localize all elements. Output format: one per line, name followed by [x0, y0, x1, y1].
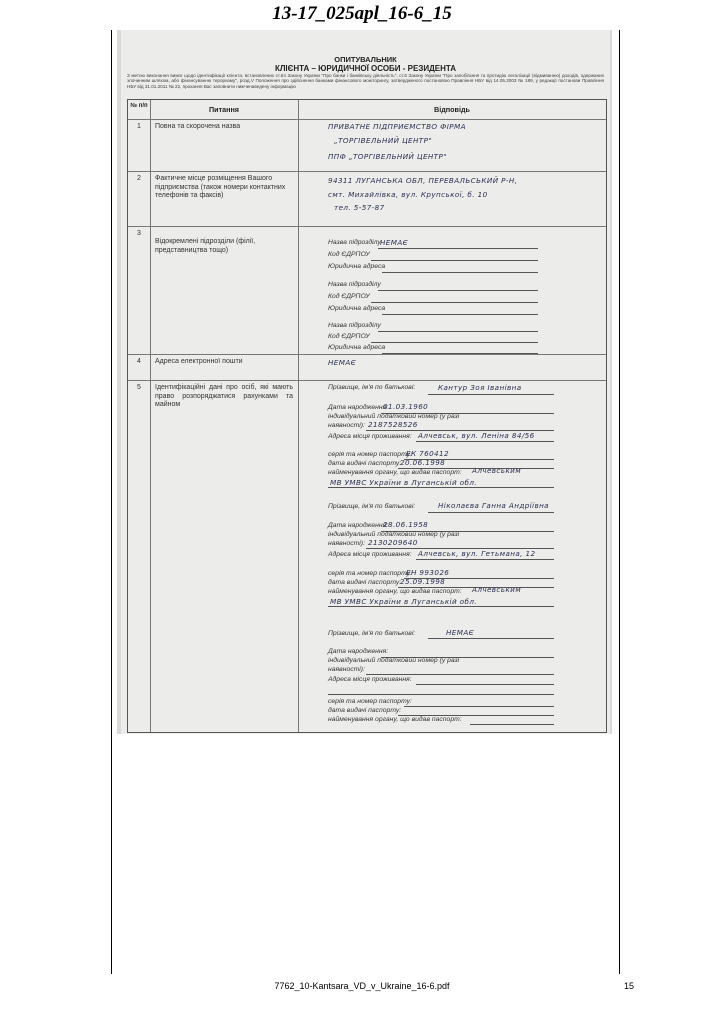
row-question: Відокремлені підрозділи (філії, представництва тощо) [155, 238, 256, 254]
field-underline [371, 302, 538, 303]
field-underline [328, 606, 554, 607]
row-number: 4 [137, 358, 141, 365]
issued-date-label: дата видачі паспорту: [328, 579, 402, 586]
row-divider [128, 380, 606, 381]
handwritten-answer: Алчевським [472, 466, 522, 475]
person-name-label: Прізвище, ім'я по батькові: [328, 384, 416, 391]
row-number: 5 [137, 384, 141, 391]
form-title: ОПИТУВАЛЬНИК [334, 55, 397, 64]
field-underline [378, 331, 538, 332]
field-underline [382, 272, 538, 273]
handwritten-answer: 25.09.1998 [400, 577, 446, 586]
form-sheet [121, 30, 610, 734]
handwritten-answer: 2187528526 [368, 420, 418, 429]
handwritten-answer: 2130209640 [368, 538, 418, 547]
page-number: 15 [624, 981, 635, 991]
row-number: 3 [137, 230, 141, 237]
tax-label-cont: наявності): [328, 540, 365, 547]
tax-label: індивідуальний податковий номер (у разі [328, 531, 460, 538]
person-name-label: Прізвище, ім'я по батькові: [328, 503, 416, 510]
header-answer: Відповідь [434, 105, 470, 114]
handwritten-answer: смт. Михайлівка, вул. Крупської, б. 10 [328, 190, 488, 199]
row-question: Адреса електронної пошти [155, 358, 243, 365]
field-underline [428, 512, 554, 513]
row-number: 1 [137, 123, 141, 130]
tax-label: індивідуальний податковий номер (у разі [328, 413, 460, 420]
col-divider-num [150, 100, 151, 732]
field-underline [404, 706, 554, 707]
handwritten-answer: 01.03.1960 [383, 402, 429, 411]
tax-label: індивідуальний податковий номер (у разі [328, 657, 460, 664]
row-question: Повна та скорочена назва [155, 123, 241, 130]
handwritten-answer: МВ УМВС України в Луганській обл. [330, 597, 478, 606]
row-question: Фактичне місце розміщення Вашого підприємства (також номери контактних телефонів та факсів) [155, 175, 286, 199]
dob-label: Дата народження: [328, 404, 389, 411]
field-underline [378, 290, 538, 291]
branch-code-label: Код ЄДРПОУ [328, 251, 370, 258]
footer-filename: 7762_10-Kantsara_VD_v_Ukraine_16-6.pdf [274, 981, 450, 991]
row-divider [128, 171, 606, 172]
address-label: Адреса місця проживання: [328, 676, 412, 683]
left-margin-rule [111, 30, 112, 974]
passport-label: серія та номер паспорту: [328, 451, 412, 458]
handwritten-answer: ПРИВАТНЕ ПІДПРИЄМСТВО ФІРМА [328, 122, 466, 131]
handwritten-answer: „ТОРГІВЕЛЬНИЙ ЦЕНТР" [334, 136, 433, 145]
address-label: Адреса місця проживання: [328, 551, 412, 558]
field-underline [378, 248, 538, 249]
passport-label: серія та номер паспорту: [328, 570, 412, 577]
handwritten-answer: Алчевськ, вул. Гетьмана, 12 [418, 549, 536, 558]
branch-name-label: Назва підрозділу [328, 281, 381, 288]
row-number: 2 [137, 175, 141, 182]
handwritten-answer: 20.06.1998 [400, 458, 446, 467]
branch-code-label: Код ЄДРПОУ [328, 333, 370, 340]
branch-name-label: Назва підрозділу [328, 322, 381, 329]
scanned-form-image [117, 30, 612, 734]
branch-name-label: Назва підрозділу [328, 239, 381, 246]
field-underline [428, 638, 554, 639]
field-underline [371, 342, 538, 343]
branch-address-label: Юридична адреса [328, 344, 386, 351]
branch-code-label: Код ЄДРПОУ [328, 293, 370, 300]
handwritten-answer: ЕН 993026 [406, 568, 450, 577]
field-underline [416, 684, 554, 685]
col-divider-question [298, 100, 299, 732]
handwritten-answer: НЕМАЄ [380, 238, 409, 247]
handwritten-answer: ППФ „ТОРГІВЕЛЬНИЙ ЦЕНТР" [328, 152, 447, 161]
handwritten-answer: Ніколаєва Ганна Андріївна [438, 501, 549, 510]
handwritten-answer: Алчевськ, вул. Леніна 84/56 [418, 431, 535, 440]
handwritten-answer: НЕМАЄ [446, 628, 475, 637]
header-question: Питання [209, 105, 239, 114]
field-underline [382, 353, 538, 354]
person-name-label: Прізвище, ім'я по батькові: [328, 630, 416, 637]
branch-address-label: Юридична адреса [328, 263, 386, 270]
row-divider [128, 226, 606, 227]
field-underline [371, 260, 538, 261]
row-divider [128, 354, 606, 355]
field-underline [470, 724, 554, 725]
handwritten-answer: НЕМАЄ [328, 358, 357, 367]
field-underline [428, 394, 554, 395]
handwritten-answer: тел. 5-57-87 [334, 203, 385, 212]
issuer-label: найменування органу, що видав паспорт: [328, 469, 462, 476]
field-underline [328, 487, 554, 488]
issued-date-label: дата видачі паспорту: [328, 460, 402, 467]
dob-label: Дата народження: [328, 648, 389, 655]
handwritten-answer: Алчевським [472, 585, 522, 594]
form-intro-text: З метою виконання вимог щодо ідентифікації клієнта, встановлених ст.64 Закону України "Про банки і банківську діяльність", ст.6 Закону України "Про запобігання та протидію легалізації (відмиванню) доходів, одержаних злочинним шляхом, або фінансуванню тероризму", розд.V Положення про здійснення банками фінансового моніторингу, затвердженого постановою Правління НБУ від 14.05.2003 № 189, у редакції постанови Правління НБУ від 31.01.2011 № 22, прохання Вас заповнити нижченаведену інформацію [127, 73, 604, 89]
issued-date-label: дата видачі паспорту: [328, 707, 402, 714]
dob-label: Дата народження: [328, 522, 389, 529]
handwritten-answer: 28.06.1958 [383, 520, 429, 529]
header-number: № п/п [130, 103, 148, 109]
handwritten-answer: 94311 ЛУГАНСЬКА ОБЛ, ПЕРЕВАЛЬСЬКИЙ Р-Н, [328, 176, 518, 185]
handwritten-answer: МВ УМВС України в Луганській обл. [330, 478, 478, 487]
handwritten-answer: Кантур Зоя Іванівна [438, 383, 522, 392]
row-divider [128, 119, 606, 120]
branch-address-label: Юридична адреса [328, 305, 386, 312]
row-question: Ідентифікаційні дані про осіб, які мають право розпоряджатися рахунками та майном [155, 384, 293, 408]
right-margin-rule [619, 30, 620, 974]
document-title: 13-17_025apl_16-6_15 [272, 3, 452, 24]
issuer-label: найменування органу, що видав паспорт: [328, 588, 462, 595]
handwritten-answer: ЕК 760412 [406, 449, 449, 458]
tax-label-cont: наявності): [328, 666, 365, 673]
tax-label-cont: наявності): [328, 422, 365, 429]
questionnaire-table [127, 99, 607, 733]
field-underline [366, 674, 554, 675]
field-underline [328, 694, 554, 695]
issuer-label: найменування органу, що видав паспорт: [328, 716, 462, 723]
form-subtitle: КЛІЄНТА – ЮРИДИЧНОЇ ОСОБИ - РЕЗИДЕНТА [274, 64, 457, 73]
passport-label: серія та номер паспорту: [328, 698, 412, 705]
field-underline [382, 314, 538, 315]
address-label: Адреса місця проживання: [328, 433, 412, 440]
field-underline [416, 441, 554, 442]
field-underline [416, 559, 554, 560]
